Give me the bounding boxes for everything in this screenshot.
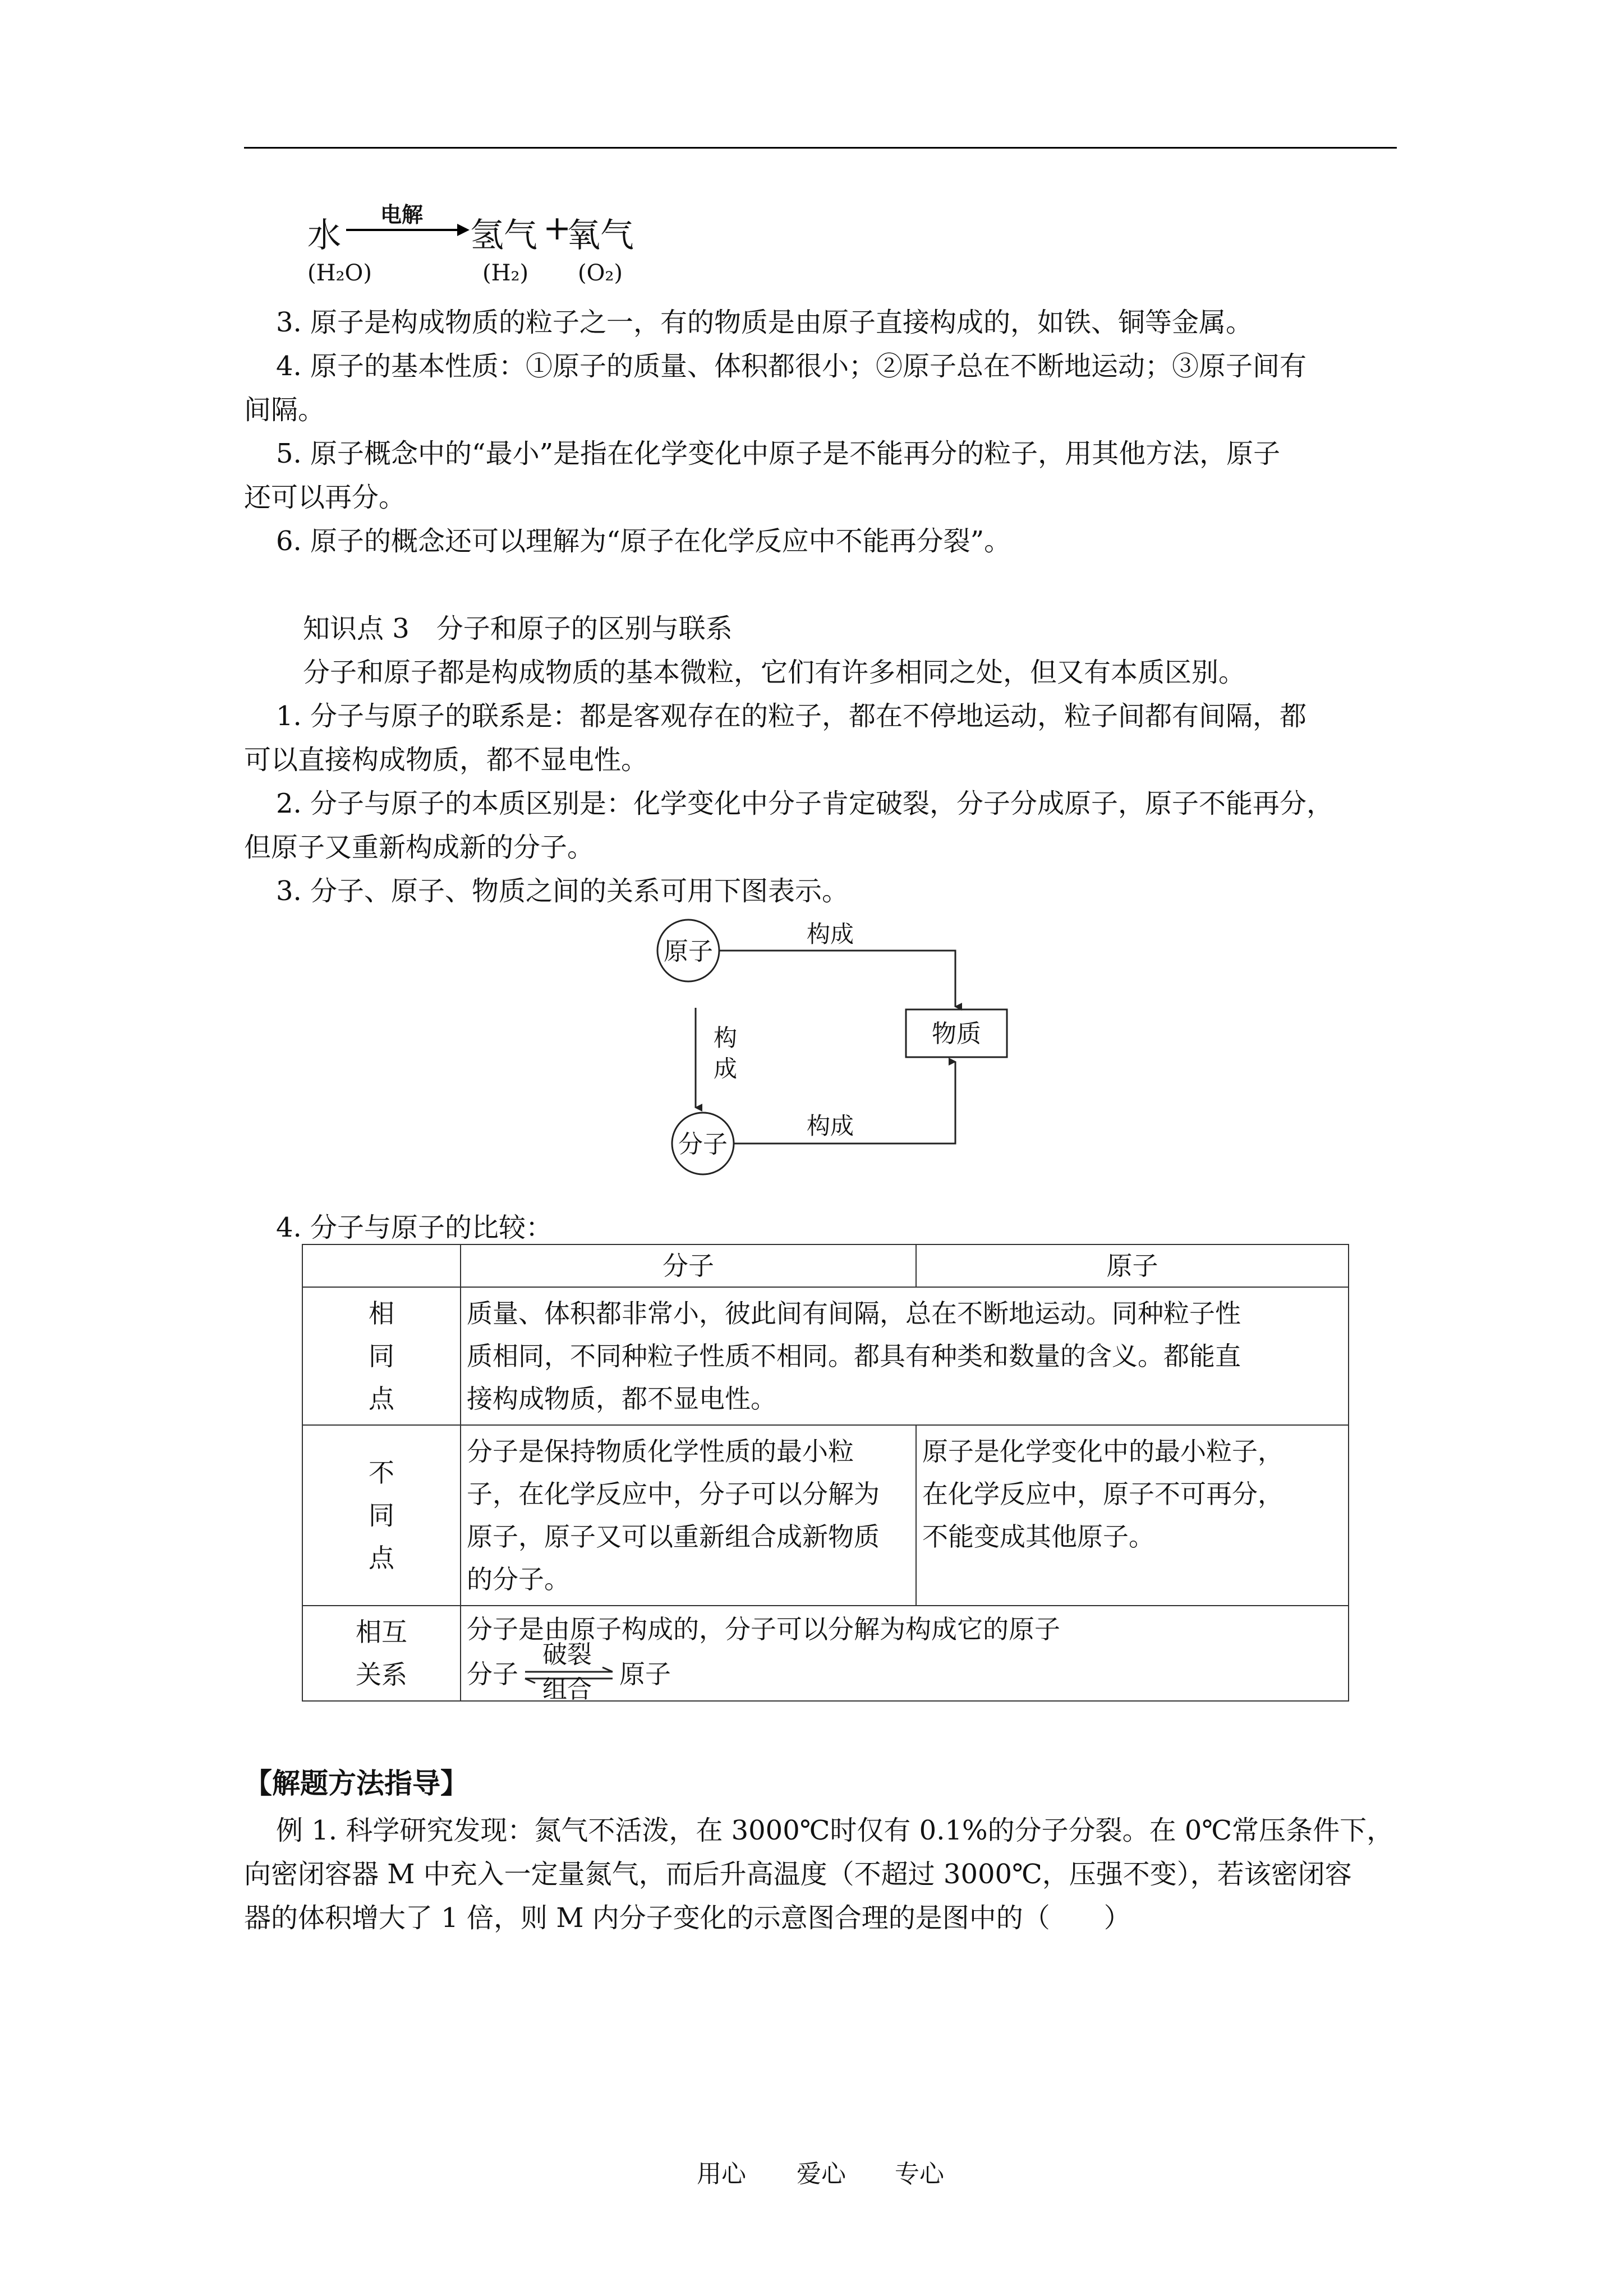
row-header-text: 关系 <box>356 1659 407 1690</box>
equation-arrow <box>345 222 471 238</box>
row-header-text: 同 <box>369 1500 394 1530</box>
comparison-table <box>302 1244 1349 1702</box>
cell-line: 不能变成其他原子。 <box>922 1522 1154 1552</box>
guide-line-3: 器的体积增大了 1 倍，则 M 内分子变化的示意图合理的是图中的（ ） <box>244 1902 1131 1934</box>
knowledge3-line-1-cont: 可以直接构成物质，都不显电性。 <box>244 744 648 776</box>
row-header-relation <box>302 1606 461 1701</box>
formula-hydrogen: (H₂) <box>482 260 529 286</box>
relation-cell <box>461 1606 1349 1704</box>
row-header-text: 相 <box>369 1298 394 1329</box>
atom-point-5-cont: 还可以再分。 <box>244 482 406 513</box>
knowledge3-line-2-cont: 但原子又重新构成新的分子。 <box>244 832 595 863</box>
compare-title: 4. 分子与原子的比较： <box>276 1212 553 1243</box>
cell-line: 接构成物质，都不显电性。 <box>467 1384 776 1414</box>
knowledge3-intro: 分子和原子都是构成物质的基本微粒，它们有许多相同之处，但又有本质区别。 <box>303 657 1246 688</box>
relation-bottom-label: 组合 <box>542 1675 592 1704</box>
table-row <box>302 1425 1349 1606</box>
knowledge3-line-3: 3. 分子、原子、物质之间的关系可用下图表示。 <box>276 875 849 907</box>
cell-line: 原子是化学变化中的最小粒子， <box>922 1436 1283 1467</box>
formula-water: (H₂O) <box>307 260 372 286</box>
atom-node-label: 原子 <box>664 937 713 966</box>
row-header-text: 同 <box>369 1341 394 1371</box>
row-header-same <box>302 1287 461 1425</box>
atom-point-4-cont: 间隔。 <box>244 394 325 426</box>
guide-heading: 【解题方法指导】 <box>244 1767 468 1800</box>
relation-left: 分子 <box>467 1659 518 1689</box>
top-arrow-label: 构成 <box>806 920 854 948</box>
footer-item-3: 专心 <box>895 2160 944 2188</box>
relation-right: 原子 <box>619 1659 671 1689</box>
atom-point-5: 5. 原子概念中的“最小”是指在化学变化中原子是不能再分的粒子，用其他方法，原子 <box>276 438 1281 469</box>
cell-line: 分子是保持物质化学性质的最小粒 <box>467 1436 854 1467</box>
knowledge3-line-1: 1. 分子与原子的联系是：都是客观存在的粒子，都在不停地运动，粒子间都有间隔，都 <box>276 700 1307 732</box>
atom-point-6: 6. 原子的概念还可以理解为“原子在化学反应中不能再分裂”。 <box>276 525 1011 557</box>
knowledge3-line-2: 2. 分子与原子的本质区别是：化学变化中分子肯定破裂，分子分成原子，原子不能再分， <box>276 788 1334 819</box>
table-row <box>302 1606 1349 1701</box>
col-header-molecule: 分子 <box>461 1244 916 1287</box>
relationship-diagram <box>645 906 1049 1189</box>
relation-top-label: 破裂 <box>542 1640 592 1669</box>
footer-item-1: 用心 <box>697 2160 746 2188</box>
formula-oxygen: (O₂) <box>578 260 623 286</box>
footer-item-2: 爱心 <box>797 2160 846 2188</box>
equation-plus: + <box>543 209 572 248</box>
table-row <box>302 1287 1349 1425</box>
equation-condition: 电解 <box>380 202 424 227</box>
cell-line: 子，在化学反应中，分子可以分解为 <box>467 1479 880 1509</box>
matter-node-label: 物质 <box>932 1020 981 1048</box>
vertical-label-2: 成 <box>713 1055 738 1082</box>
diff-molecule-cell <box>461 1425 916 1606</box>
row-header-diff <box>302 1425 461 1606</box>
col-header-atom: 原子 <box>916 1244 1349 1287</box>
cell-line: 的分子。 <box>467 1564 570 1594</box>
header-rule <box>244 147 1397 149</box>
relation-text: 分子是由原子构成的，分子可以分解为构成它的原子 <box>467 1614 1060 1644</box>
row-header-text: 不 <box>369 1458 394 1488</box>
same-text-cell <box>461 1287 1349 1425</box>
vertical-label-1: 构 <box>713 1024 738 1052</box>
equation-product-oxygen: 氧气 <box>567 216 634 255</box>
arrow-atom-to-matter <box>719 951 955 1007</box>
equation-product-hydrogen: 氢气 <box>470 216 537 255</box>
atom-point-3: 3. 原子是构成物质的粒子之一，有的物质是由原子直接构成的，如铁、铜等金属。 <box>276 307 1253 338</box>
row-header-text: 点 <box>369 1384 394 1414</box>
table-corner <box>302 1244 461 1287</box>
relation-equation <box>467 1640 1342 1704</box>
cell-line: 质相同，不同种粒子性质不相同。都具有种类和数量的含义。都能直 <box>467 1341 1241 1371</box>
knowledge3-title: 知识点 3 分子和原子的区别与联系 <box>303 613 733 644</box>
table-row <box>302 1244 1349 1287</box>
cell-line: 原子，原子又可以重新组合成新物质 <box>467 1522 880 1552</box>
equation-reactant: 水 <box>307 216 341 255</box>
diff-atom-cell <box>916 1425 1349 1606</box>
molecule-node-label: 分子 <box>678 1130 728 1159</box>
guide-line-2: 向密闭容器 M 中充入一定量氮气，而后升高温度（不超过 3000℃，压强不变），若该密闭容 <box>244 1859 1352 1890</box>
bottom-arrow-label: 构成 <box>806 1112 854 1140</box>
atom-point-4: 4. 原子的基本性质：①原子的质量、体积都很小；②原子总在不断地运动；③原子间有 <box>276 351 1307 382</box>
cell-line: 质量、体积都非常小，彼此间有间隔，总在不断地运动。同种粒子性 <box>467 1298 1241 1329</box>
row-header-text: 相互 <box>356 1617 407 1647</box>
cell-line: 在化学反应中，原子不可再分， <box>922 1479 1283 1509</box>
row-header-text: 点 <box>369 1543 394 1573</box>
guide-line-1: 例 1. 科学研究发现：氮气不活泼，在 3000℃时仅有 0.1%的分子分裂。在 0℃常压条件下， <box>276 1815 1394 1846</box>
